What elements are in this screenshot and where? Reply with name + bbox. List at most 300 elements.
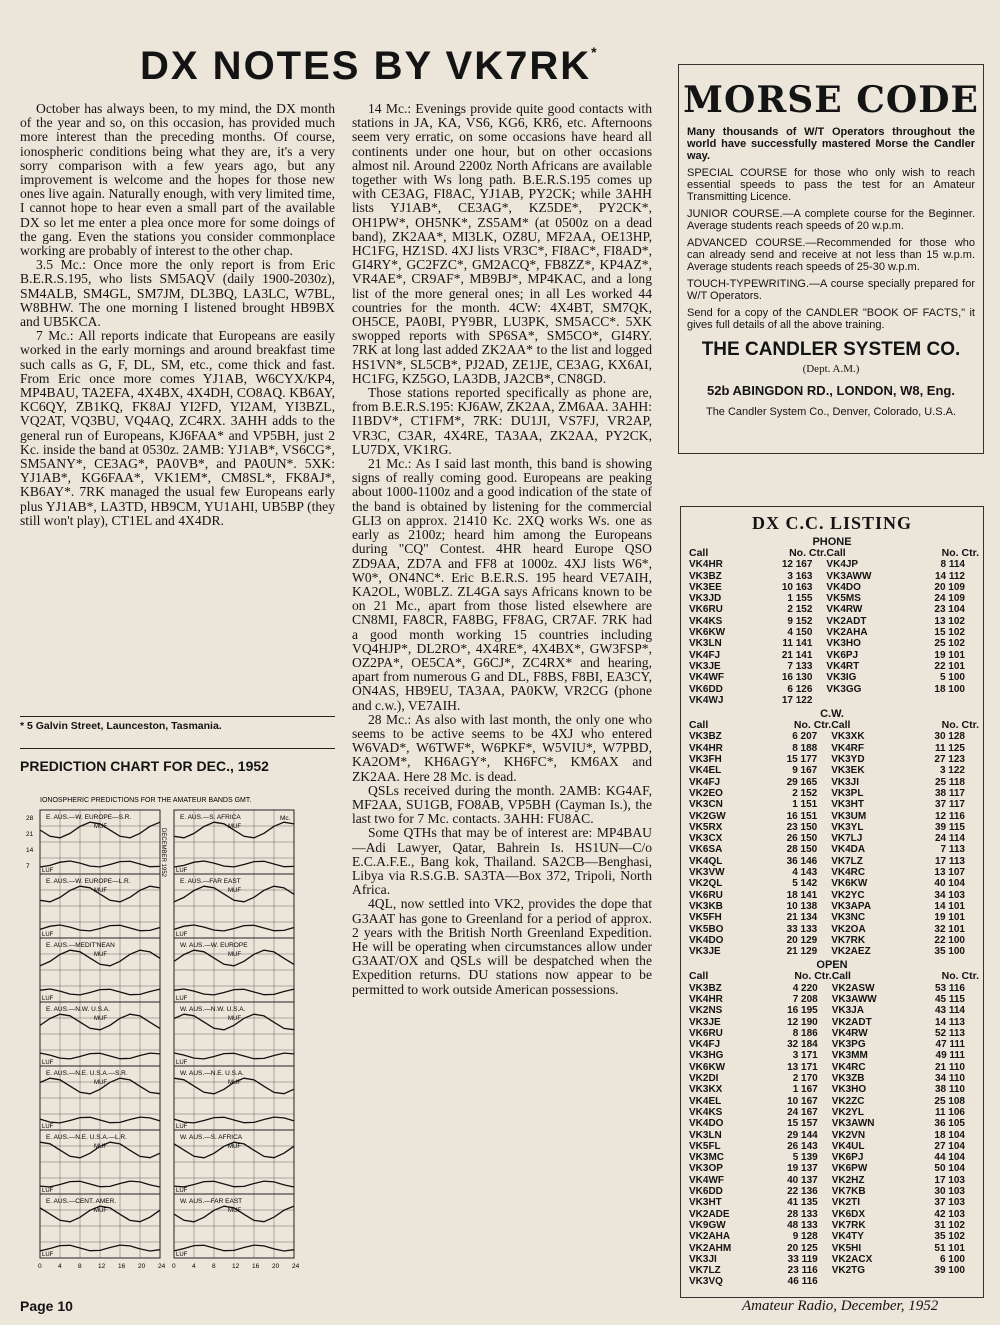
call-sign: VK7RK (831, 1219, 866, 1231)
call-sign: VK3CN (689, 799, 723, 811)
listing-row (689, 593, 979, 604)
luf-label: LUF (42, 1188, 54, 1194)
count-value: 23 150 (786, 821, 818, 833)
muf-label: MUF (228, 1080, 241, 1086)
count-value: 6 126 (787, 683, 813, 695)
panel-label: E. AUS.—N.E. U.S.A.—S.R. (46, 1070, 128, 1077)
panel-label: W. AUS.—W. EUROPE (180, 942, 248, 949)
listing-row (689, 582, 979, 593)
count-value: 3 171 (792, 1050, 818, 1062)
panel-label: W. AUS.—FAR EAST (180, 1198, 243, 1205)
count-value: 39 100 (934, 1265, 965, 1277)
call-sign: VK3GG (826, 683, 862, 695)
paragraph: Those stations reported specifically as phone are, from B.E.R.S.195: KJ6AW, ZK2AA, ZM6AA. 3AHH: I1BDV*, CT1FM*, 7RK: DU1JI, VS7FJ, VR2AP, VR3C, C3AR, 4X4RE, TA3AA, ZK2AA, PY2CK, LU7DX, VK1RG. (352, 385, 652, 457)
count-value (903, 695, 979, 706)
count-value: 47 111 (935, 1039, 965, 1051)
call-sign: VK2AHM (689, 1242, 732, 1254)
count-value: 15 157 (787, 1118, 818, 1130)
count-value: 29 144 (787, 1129, 818, 1141)
count-value: 19 137 (787, 1163, 818, 1175)
count-value: 17 103 (934, 1174, 965, 1186)
x-tick-label: 24 (292, 1263, 300, 1270)
call-sign: VK4KS (689, 1106, 723, 1118)
panel-label: W. AUS.—N.E. U.S.A. (180, 1070, 244, 1077)
column-two (352, 102, 652, 997)
listing-header: No. Ctr. (941, 970, 979, 983)
listing-row (689, 1220, 979, 1231)
advert-course: JUNIOR COURSE.—A complete course for the Beginner. Average students reach speeds of 20 w.p.m. (687, 208, 975, 232)
call-sign: VK3JD (689, 593, 722, 605)
count-value: 46 116 (787, 1276, 818, 1288)
call-sign: VK5BO (689, 923, 724, 935)
listing-header: Call (826, 547, 846, 559)
count-value: 37 117 (934, 799, 965, 811)
call-sign: VK4JP (826, 559, 859, 571)
call-sign: VK6PW (831, 1163, 868, 1175)
count-value: 10 138 (786, 900, 818, 912)
call-sign: VK2DI (689, 1073, 719, 1085)
listing-row (689, 1107, 979, 1118)
paragraph: 14 Mc.: Evenings provide quite good contacts with stations in JA, KA, VS6, KG6, KR6, etc. Afternoons seem very erratic, on some occasions have heard all continents under one hour, but on other occasions almost nil. Around 2200z North Africans are available together with Ws long path. B.E.R.S.195 comes up with CE3AG, FI8AC, YJ1AB, PY2CK; while 3AHH lists YJ1AB*, CE3AG*, KZ5DE*, PY2CK*, OH1PW*, OH5NK*, ZS5AM* (at 0500z on a dead band), ZK2AA*, MI3LK, OZ8U, MF2AA, OE13HP, HC1FG, HZ1SD. 4XJ lists VR3C*, FI8AC*, FI8AD*, GI4RY*, GC2FZC*, GM2ACQ*, FB8ZZ*, KP4AZ*, VR4AE*, CR9AF*, MB9BJ*, MP4KAC, and a long list of the more general ones; in all Les worked 44 countries for the month. 4CW: 4X4BT, SM7QK, OH5CE, PA0BI, PY9BR, LU3PK, SM5ACC*. 5XK swopped reports with SP6SA*, SM5CO*, GI4RY. 7RK at long last added ZK2AA* to the list and logged HS1VN*, SL5CB*, PJ2AD, ZE1JE, CE3AG, KX6AI, HC1FG, KZ5GO, LA3DB, JA2CB*, CN8GD. (352, 101, 652, 386)
call-sign: VK3LN (689, 1129, 722, 1141)
call-sign: VK4FJ (689, 776, 721, 788)
call-sign: VK2AHA (826, 627, 868, 639)
listing-table (689, 548, 979, 706)
call-sign: VK5FL (689, 1140, 721, 1152)
listing-row (689, 890, 979, 901)
call-sign: VK6PJ (831, 1152, 864, 1164)
call-sign: VK5HI (831, 1242, 862, 1254)
listing-row (689, 844, 979, 855)
count-value: 22 136 (787, 1186, 818, 1198)
prediction-chart-title: PREDICTION CHART FOR DEC., 1952 (20, 758, 269, 774)
listing-row (689, 1118, 979, 1129)
count-value: 28 133 (787, 1208, 818, 1220)
call-sign: VK3MM (831, 1050, 868, 1062)
x-tick-label: 4 (58, 1263, 62, 1270)
y-tick-label: 14 (26, 847, 34, 854)
luf-label: LUF (176, 1060, 188, 1066)
call-sign: VK3HG (689, 1050, 724, 1062)
call-sign: VK7LJ (831, 833, 863, 845)
call-sign: VK3UM (831, 810, 867, 822)
advert-dept: (Dept. A.M.) (802, 363, 860, 375)
advert-course: TOUCH-TYPEWRITING.—A course specially prepared for W/T Operators. (687, 278, 975, 302)
call-sign: VK2AHA (689, 1231, 731, 1243)
listing-row (689, 924, 979, 935)
listing-row (689, 788, 979, 799)
paragraph: 7 Mc.: All reports indicate that Europeans are easily worked in the early mornings and around breakfast time such calls as G, F, DL, SM, etc., come thick and fast. From Eric once more comes YJ1AB, W6CYX/KP4, MP4BAU, TA2EFA, 4X4BX, 4X4DH, CO8AQ. KB6AY, KC6QY, ZB1KQ, FK8AJ YI2FD, YI2AM, YI3BZL, VQ2AT, VQ3BU, VQ4AQ, ZC4RX. 3AHH adds to the general run of Europeans, KJ6FAA* and VP5BH, just 2 Kc. inside the band at 0530z. 2AMB: YJ1AB*, VS6CG*, SM5ANY*, CE3AG*, PA0VB*, and PA0UN*. 5XK: YJ1AB*, KG6FAA*, VK1EM*, CM8SL*, FK8AJ*, KB6AY*. 7RK managed the usual few Europeans early plus YJ1AB*, LA3TD, HB9CM, YU1AHI, UB5BP (they still won't play), CT1EL and 4X4DR. (20, 328, 335, 528)
call-sign: VK6RU (689, 889, 723, 901)
divider (20, 748, 335, 749)
call-sign: VK4RC (831, 867, 866, 879)
count-value: 4 220 (792, 982, 818, 994)
call-sign: VK3KX (689, 1084, 723, 1096)
call-sign: VK4RC (831, 1061, 866, 1073)
call-sign: VK3YL (831, 821, 864, 833)
call-sign: VK3JE (689, 946, 721, 958)
muf-label: MUF (228, 1144, 241, 1150)
count-value: 44 104 (934, 1152, 965, 1164)
listing-row (689, 777, 979, 788)
count-value: 12 167 (781, 559, 813, 571)
count-value: 22 101 (934, 660, 965, 672)
call-sign: VK4EL (689, 765, 722, 777)
call-sign: VK6KW (689, 1061, 726, 1073)
magazine-footer: Amateur Radio, December, 1952 (742, 1298, 939, 1314)
count-value: 18 141 (786, 889, 818, 901)
count-value: 20 129 (786, 934, 818, 946)
advert-footer: The Candler System Co., Denver, Colorado, U.S.A. (705, 406, 957, 418)
listing-row (689, 1265, 979, 1276)
page-title: DX NOTES BY VK7RK* (140, 44, 599, 88)
call-sign: VK3AWW (831, 993, 877, 1005)
luf-label: LUF (42, 996, 54, 1002)
listing-row (689, 994, 979, 1005)
panel-label: E. AUS.—S. AFRICA (180, 814, 241, 821)
count-value: 17 122 (781, 694, 813, 706)
count-value: 32 184 (787, 1039, 818, 1051)
call-sign: VK2HZ (831, 1174, 865, 1186)
call-sign: VK3NC (831, 912, 866, 924)
listing-header: No. Ctr. (941, 719, 979, 732)
prediction-chart (22, 790, 302, 1280)
count-value: 22 100 (934, 934, 965, 946)
x-tick-label: 20 (138, 1263, 146, 1270)
count-value: 7 133 (787, 660, 813, 672)
count-value: 11 141 (782, 638, 813, 650)
x-tick-label: 0 (38, 1263, 42, 1270)
listing-table (689, 971, 979, 1287)
call-sign (832, 1276, 906, 1287)
call-sign: VK2YC (831, 889, 865, 901)
call-sign: VK4RT (826, 660, 860, 672)
call-sign: VK2VN (831, 1129, 866, 1141)
count-value: 36 105 (934, 1118, 965, 1130)
count-value: 14 101 (934, 900, 965, 912)
luf-label: LUF (176, 1252, 188, 1258)
call-sign: VK3CX (689, 833, 723, 845)
count-value: 34 110 (934, 1073, 965, 1085)
muf-label: MUF (94, 1144, 107, 1150)
listing-row (689, 1175, 979, 1186)
column-one (20, 102, 335, 528)
count-value: 29 165 (786, 776, 818, 788)
count-value: 5 142 (792, 878, 818, 890)
count-value: 23 104 (934, 604, 965, 616)
luf-label: LUF (176, 996, 188, 1002)
count-value: 2 152 (792, 787, 818, 799)
luf-label: LUF (176, 932, 188, 938)
paragraph: Some QTHs that may be of interest are: MP4BAU—Adi Lawyer, Qatar, Bahrein Is. HS1UN—C/o E.C.A.F.E., Bang kok, Thailand. SA2CB—Benghasi, Libya via R.S.G.B. SA3TA—Box 372, Tripoli, North Africa. (352, 825, 652, 898)
listing-row (689, 1276, 979, 1287)
listing-header: No. Ctr. (789, 547, 827, 559)
count-value: 7 113 (940, 844, 965, 856)
count-value: 21 141 (781, 649, 813, 661)
count-value: 23 116 (787, 1265, 818, 1277)
call-sign: VK2ZC (831, 1095, 865, 1107)
count-value: 33 133 (786, 923, 818, 935)
listing-header: No. Ctr. (794, 970, 832, 983)
call-sign: VK4QL (689, 855, 723, 867)
call-sign: VK3PL (831, 787, 864, 799)
count-value: 2 152 (787, 604, 813, 616)
count-value: 40 104 (934, 878, 965, 890)
morse-code-advert (678, 64, 984, 454)
count-value: 18 100 (934, 683, 965, 695)
call-sign: VK7RK (831, 934, 866, 946)
paragraph: 3.5 Mc.: Once more the only report is from Eric B.E.R.S.195, who lists SM5AQV (daily 1900-2030z), SM4ALB, SM4GL, SM7JM, DL3BQ, LA3LC, W7BL, W8BHW. The one morning I listened brought HB9BX and UB5KCA. (20, 257, 335, 330)
call-sign: VK4KS (689, 615, 723, 627)
count-value: 33 119 (787, 1253, 818, 1265)
call-sign: VK2EO (689, 787, 723, 799)
panel-label: E. AUS.—N.W. U.S.A. (46, 1006, 110, 1013)
call-sign: VK3HT (689, 1197, 722, 1209)
call-sign: VK9GW (689, 1219, 726, 1231)
listing-row (689, 1141, 979, 1152)
listing-row (689, 912, 979, 923)
count-value: 37 103 (934, 1197, 965, 1209)
listing-row (689, 1062, 979, 1073)
muf-label: MUF (94, 888, 107, 894)
call-sign: VK6DX (831, 1208, 866, 1220)
count-value: 16 151 (786, 810, 818, 822)
call-sign: VK4FJ (689, 649, 721, 661)
panel-label: E. AUS.—FAR EAST (180, 878, 241, 885)
listing-row (689, 604, 979, 615)
count-value: 1 155 (787, 593, 813, 605)
x-tick-label: 4 (192, 1263, 196, 1270)
call-sign: VK2TG (831, 1265, 866, 1277)
x-tick-label: 12 (98, 1263, 106, 1270)
listing-row (689, 1152, 979, 1163)
muf-label: MUF (94, 952, 107, 958)
luf-label: LUF (42, 932, 54, 938)
call-sign: VK3OP (689, 1163, 723, 1175)
count-value: 24 167 (787, 1106, 818, 1118)
x-tick-label: 16 (252, 1263, 260, 1270)
advert-title: MORSE CODE (683, 79, 979, 121)
count-value: 21 134 (786, 912, 818, 924)
count-value: 26 143 (787, 1140, 818, 1152)
call-sign: VK4WF (689, 1174, 724, 1186)
listing-row (689, 571, 979, 582)
luf-label: LUF (176, 1124, 188, 1130)
listing-row (689, 983, 979, 994)
call-sign: VK2YL (831, 1106, 864, 1118)
call-sign: VK3JI (831, 776, 860, 788)
listing-row (689, 867, 979, 878)
paragraph: 28 Mc.: As also with last month, the only one who seems to be active seems to be 4XJ who entered W6VAD*, W6TWF*, W6PKF*, W5VIU*, W7PBD, KA2OM*, KH6AGY*, KH6FC*, KM6AX and ZK2AA. Here 28 Mc. is dead. (352, 711, 652, 784)
call-sign: VK5MS (826, 593, 861, 605)
count-value: 21 110 (934, 1061, 965, 1073)
count-value: 27 104 (934, 1140, 965, 1152)
count-value: 49 111 (935, 1050, 965, 1062)
count-value: 1 151 (792, 799, 818, 811)
count-value: 38 110 (934, 1084, 965, 1096)
call-sign: VK2AEZ (831, 946, 871, 958)
call-sign: VK3HO (826, 638, 861, 650)
count-value: 4 143 (792, 867, 818, 879)
muf-label: MUF (228, 888, 241, 894)
listing-header: Call (689, 970, 709, 983)
listing-row (689, 878, 979, 889)
count-value: 53 116 (934, 982, 965, 994)
advert-course: SPECIAL COURSE for those who only wish to reach essential speeds to pass the test for an Amateur Transmitting Licence. (687, 167, 975, 203)
listing-row (689, 1254, 979, 1265)
listing-row (689, 731, 979, 742)
paragraph: 4QL, now settled into VK2, provides the dope that G3AAT has gone to Greenland for a period of approx. 2 years with the British North Greenland Expedition. He will be operating when circumstances allow under G3AAT/OX and QSLs will be despatched when the Expedition returns. DU stations now appear to be permitted to work outside American possessions. (352, 896, 652, 997)
listing-row (689, 627, 979, 638)
listing-row (689, 1130, 979, 1141)
call-sign: VK3EK (831, 765, 865, 777)
call-sign: VK6PJ (826, 649, 859, 661)
call-sign: VK3EE (689, 581, 722, 593)
luf-label: LUF (42, 868, 54, 874)
listing-section-title: OPEN (816, 959, 848, 972)
listing-header: Call (831, 719, 851, 732)
call-sign: VK3BZ (689, 570, 722, 582)
count-value: 36 146 (786, 855, 818, 867)
panel-label: E. AUS.—W. EUROPE—S.R. (46, 814, 132, 821)
call-sign: VK2ADE (689, 1208, 730, 1220)
count-value: 25 118 (934, 776, 965, 788)
advert-company: THE CANDLER SYSTEM CO. (701, 339, 961, 360)
call-sign: VK3FH (689, 754, 722, 766)
call-sign: VK3PG (831, 1039, 866, 1051)
x-tick-label: 0 (172, 1263, 176, 1270)
count-value: 8 186 (792, 1027, 818, 1039)
count-value: 9 152 (787, 615, 813, 627)
listing-row (689, 765, 979, 776)
count-value: 42 103 (934, 1208, 965, 1220)
count-value: 6 100 (939, 1253, 965, 1265)
call-sign: VK4TY (831, 1231, 864, 1243)
month-label: DECEMBER 1952 (160, 828, 166, 878)
listing-row (689, 638, 979, 649)
count-value: 11 106 (934, 1106, 965, 1118)
count-value: 13 102 (934, 615, 965, 627)
count-value: 5 139 (792, 1152, 818, 1164)
count-value: 40 137 (787, 1174, 818, 1186)
count-value: 6 207 (792, 731, 818, 743)
call-sign: VK6DD (689, 1186, 723, 1198)
listing-header: Call (689, 719, 709, 732)
count-value: 19 101 (934, 912, 965, 924)
muf-label: MUF (228, 1016, 241, 1022)
call-sign: VK3JI (689, 1253, 717, 1265)
call-sign: VK3APA (831, 900, 872, 912)
count-value: 28 150 (786, 844, 818, 856)
call-sign: VK7KB (831, 1186, 866, 1198)
call-sign: VK3AWW (826, 570, 872, 582)
listing-row (689, 1163, 979, 1174)
paragraph: October has always been, to my mind, the DX month of the year and so, on this occasion, has provided much more interest than the preceding months. Of course, ionospheric conditions being what they are, it's a very sorry comparison with a few years ago, but any improvement is welcome and the hopes for those new ones live again. Naturally enough, with very limited time, I cannot hope to hear even a small part of the available DX so let me enter a plea once more for some doings of the gang. Even the stations you consider commonplace working are probably of interest to the other chap. (20, 101, 335, 259)
advert-course: Send for a copy of the CANDLER "BOOK OF FACTS," it gives full details of all the above training. (687, 307, 975, 331)
listing-row (689, 1017, 979, 1028)
listing-row (689, 811, 979, 822)
panel-label: W. AUS.—S. AFRICA (180, 1134, 243, 1141)
call-sign: VK4DO (689, 1118, 724, 1130)
muf-label: MUF (94, 1080, 107, 1086)
count-value (906, 1276, 979, 1287)
call-sign: VK3YD (831, 754, 865, 766)
listing-row (689, 1197, 979, 1208)
muf-label: MUF (94, 824, 107, 830)
call-sign: VK7LZ (689, 1265, 721, 1277)
listing-row (689, 935, 979, 946)
count-value: 48 133 (787, 1219, 818, 1231)
y-unit-label: Mc. (280, 815, 291, 822)
call-sign: VK3JA (831, 1005, 864, 1017)
call-sign: VK3JE (689, 1016, 721, 1028)
count-value: 12 190 (787, 1016, 818, 1028)
call-sign: VK3AWN (831, 1118, 875, 1130)
count-value: 19 101 (934, 649, 965, 661)
call-sign: VK2ACX (831, 1253, 873, 1265)
panel-label: W. AUS.—N.W. U.S.A. (180, 1006, 246, 1013)
luf-label: LUF (42, 1124, 54, 1130)
x-tick-label: 8 (212, 1263, 216, 1270)
listing-row (689, 1084, 979, 1095)
listing-header: Call (689, 547, 709, 559)
call-sign (826, 695, 903, 706)
call-sign: VK3KB (689, 900, 723, 912)
muf-label: MUF (94, 1208, 107, 1214)
call-sign: VK4EL (689, 1095, 722, 1107)
paragraph: QSLs received during the month. 2AMB: KG4AF, MF2AA, SU1GB, FO8AB, VP5BH (Cayman Is.), the last two for 7 Mc. contacts. 3AHH: FU8AC. (352, 782, 652, 827)
listing-row (689, 1096, 979, 1107)
listing-row (689, 833, 979, 844)
count-value: 20 109 (934, 581, 965, 593)
call-sign: VK4RW (826, 604, 863, 616)
call-sign: VK5RX (689, 821, 723, 833)
listing-row (689, 799, 979, 810)
count-value: 31 102 (934, 1219, 965, 1231)
luf-label: LUF (42, 1252, 54, 1258)
call-sign: VK4WJ (689, 694, 724, 706)
x-tick-label: 24 (158, 1263, 166, 1270)
call-sign: VK3HO (831, 1084, 867, 1096)
listing-row (689, 1050, 979, 1061)
y-tick-label: 7 (26, 863, 30, 870)
call-sign: VK6KW (831, 878, 868, 890)
count-value: 10 167 (787, 1095, 818, 1107)
listing-header: Call (831, 970, 851, 983)
panel-label: E. AUS.—CENT. AMER. (46, 1198, 117, 1205)
y-tick-label: 21 (26, 831, 34, 838)
call-sign: VK4WF (689, 672, 724, 684)
listing-row (689, 856, 979, 867)
count-value: 35 102 (934, 1231, 965, 1243)
listing-title: DX C.C. LISTING (751, 513, 913, 533)
count-value: 13 171 (787, 1061, 818, 1073)
call-sign: VK4DO (689, 934, 724, 946)
count-value: 50 104 (934, 1163, 965, 1175)
listing-row (689, 946, 979, 957)
count-value: 10 163 (781, 581, 813, 593)
advert-course: ADVANCED COURSE.—Recommended for those who can already send and receive at not less than 15 w.p.m. Average students reach speeds of 25-30 w.p.m. (687, 237, 975, 273)
count-value: 24 114 (934, 833, 965, 845)
count-value: 45 115 (934, 993, 965, 1005)
paragraph: 21 Mc.: As I said last month, this band is showing signs of really coming good. Europeans are peaking about 1000-1100z and a good indication of the state of the band is obtained by listening for the commercial GLI3 on approx. 21410 Kc. 2XQ works Ws. one as early as 2100z; heard him among the Europeans during "CQ" Contest. 4HR heard Europe QSO ZD9AA, ZD7A and FF8 at 1000z. 4XJ lists W6*, W0*, ON4NC*. Eric B.E.R.S. 195 heard VE7AIH, KA2OL, W0BLZ. ZL4GA says Africans known to be on 21 Mc., apart from those listed elsewhere are CN8MI, FA8CR, FA8BG, FF8AG, CR7AF. 7RK had a good month working 15 countries including VQ4HJP*, DL2RO*, 4X4RE*, 4X4BX*, GW3FSP*, OZ2PA*, OE5CA*, G6CJ*, ZC4RX* and hearing, apart from numerous G and DL, F8BS, F8BI, EA3CY, ON4AS, HB9EU, TA3AA, PA0KW, VR2CG (phone and c.w.), VE7AIH. (352, 456, 652, 713)
listing-row (689, 559, 979, 570)
chart-heading: IONOSPHERIC PREDICTIONS FOR THE AMATEUR BANDS GMT. (40, 797, 252, 804)
listing-row (689, 901, 979, 912)
count-value: 52 113 (934, 1027, 965, 1039)
call-sign: VK3LN (689, 638, 722, 650)
count-value: 27 123 (934, 754, 965, 766)
